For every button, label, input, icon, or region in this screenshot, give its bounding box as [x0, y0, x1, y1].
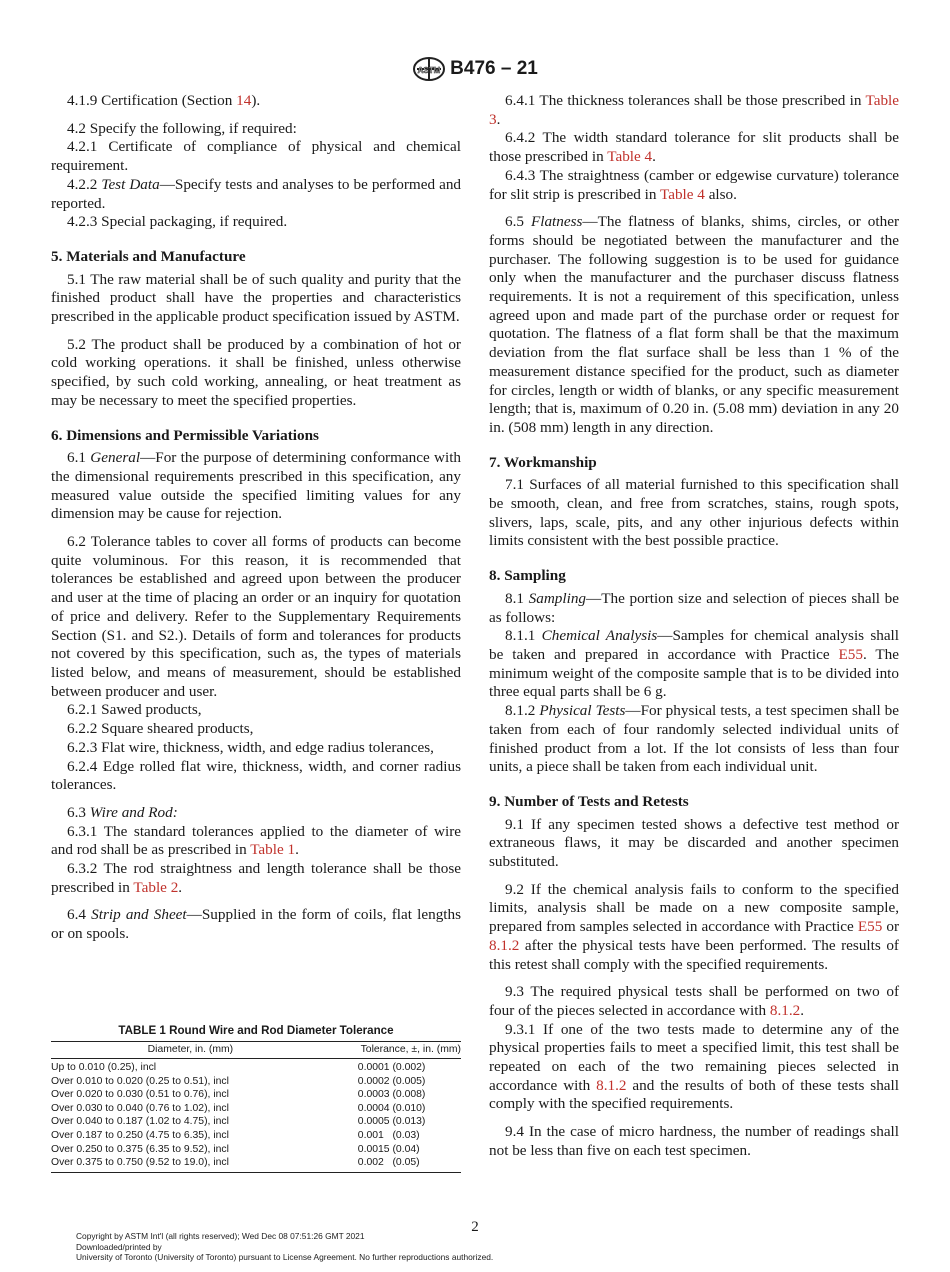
tolerance-cell: 0.0001 (0.002) — [357, 1062, 426, 1073]
paragraph — [51, 533, 461, 701]
text-run: 6.2.1 Sawed products, — [67, 701, 202, 719]
text-run: 6.3.1 The standard tolerances applied to the diameter of wire and rod shall be as prescribed in — [51, 822, 461, 859]
tolerance-cell: 0.0015 (0.04) — [357, 1143, 420, 1155]
cross-reference-link[interactable]: Table 1 — [250, 841, 296, 859]
paragraph — [51, 906, 461, 943]
paragraph — [51, 120, 461, 139]
table-row — [51, 1115, 461, 1129]
paragraph — [51, 92, 461, 111]
paragraph — [489, 702, 899, 777]
cross-reference-link[interactable]: Table 4 — [607, 148, 653, 166]
text-run: 9.2 If the chemical analysis fails to conform to the specified limits, analysis shall be made on a new composite sample, prepared from samples selected in accordance with Practice — [489, 880, 899, 936]
column-header: Diameter, in. (mm) — [51, 1042, 330, 1059]
column-header: Tolerance, ±, in. (mm) — [330, 1042, 461, 1059]
text-run: also. — [704, 185, 737, 203]
paragraph — [51, 701, 461, 720]
page-number: 2 — [471, 1219, 479, 1235]
cross-reference-link[interactable]: Table 3 — [489, 92, 899, 128]
text-run: —Samples for chemical analysis shall be taken and prepared in accordance with Practice — [489, 627, 899, 663]
cross-reference-link[interactable]: 8.1.2 — [769, 1001, 801, 1019]
italic-term: Strip and Sheet — [91, 906, 187, 924]
table-row — [51, 1129, 461, 1143]
table-1 — [51, 1024, 461, 1173]
table-row — [51, 1059, 461, 1075]
footer-line: Copyright by ASTM Int'l (all rights reserved); Wed Dec 08 07:51:26 GMT 2021 — [76, 1231, 365, 1241]
section-heading — [489, 454, 899, 473]
paragraph — [51, 213, 461, 232]
paragraph — [51, 271, 461, 327]
text-run: 5.2 The product shall be produced by a combination of hot or cold working operations. it shall be finished, unless otherwise specified, by such cold working, annealing, or heat treatment as may be necessary to meet the specified properties. — [51, 335, 461, 409]
tolerance-cell: 0.0004 (0.010) — [357, 1102, 426, 1114]
footer — [76, 1231, 493, 1263]
text-run: —The portion size and selection of pieces shall be as follows: — [489, 589, 900, 626]
paragraph — [489, 881, 899, 975]
paragraph — [51, 739, 461, 758]
text-run: . — [496, 110, 501, 128]
table-row — [51, 1143, 461, 1157]
paragraph — [51, 138, 461, 175]
text-run: 4.2.2 — [67, 175, 102, 193]
footer-line: Downloaded/printed by — [76, 1241, 162, 1252]
text-run: 8.1 — [505, 589, 529, 607]
text-run: 4.2.1 Certificate of compliance of physical and chemical requirement. — [51, 138, 461, 175]
text-run: 6.2.4 Edge rolled flat wire, thickness, width, and corner radius tolerances. — [51, 757, 461, 794]
section-heading — [51, 427, 461, 446]
text-run: 8.1.2 — [505, 702, 540, 720]
text-run: 9.3 The required physical tests shall be performed on two of four of the pieces selected in accordance with — [489, 983, 899, 1019]
diameter-cell: Over 0.030 to 0.040 (0.76 to 1.02), incl — [51, 1102, 229, 1114]
text-run: 4.2 Specify the following, if required: — [67, 119, 297, 137]
text-run: 7. Workmanship — [489, 453, 597, 471]
text-run: and the results of both of these tests shall comply with the specified requirements. — [489, 1076, 899, 1113]
page-header — [0, 56, 950, 82]
section-heading — [489, 567, 899, 586]
text-run: 6.4.2 The width standard tolerance for slit products shall be those prescribed in — [489, 129, 899, 166]
document-code: B476 – 21 — [450, 58, 538, 79]
paragraph — [51, 860, 461, 897]
cross-reference-link[interactable]: Table 4 — [659, 185, 705, 203]
paragraph — [489, 627, 899, 702]
paragraph — [489, 167, 899, 204]
text-run: 6. Dimensions and Permissible Variations — [51, 426, 319, 444]
italic-term: Flatness — [530, 213, 583, 231]
text-run: or — [882, 918, 900, 936]
paragraph — [489, 92, 899, 129]
text-run: . — [178, 878, 183, 896]
text-run: 6.4.1 The thickness tolerances shall be those prescribed in — [505, 92, 866, 109]
text-run: 9. Number of Tests and Retests — [489, 792, 689, 810]
tolerance-cell: 0.0002 (0.005) — [357, 1075, 426, 1087]
text-run: after the physical tests have been performed. The results of this retest shall comply with the specified requirements. — [489, 936, 899, 973]
italic-term: Sampling — [528, 589, 587, 607]
text-run: 6.4 — [67, 906, 92, 924]
text-run: 6.2.2 Square sheared products, — [67, 720, 254, 738]
text-run: 6.4.3 The straightness (camber or edgewise curvature) tolerance for slit strip is prescribed in — [489, 166, 899, 203]
cross-reference-link[interactable]: 8.1.2 — [596, 1076, 627, 1094]
paragraph — [51, 720, 461, 739]
text-run: . The minimum weight of the composite sample that is to be divided into three equal parts shall be 6 g. — [489, 645, 900, 701]
tolerance-cell: 0.0005 (0.013) — [357, 1116, 426, 1128]
text-run: 6.3.2 The rod straightness and length tolerance shall be those prescribed in — [51, 860, 461, 896]
text-run: 6.5 — [505, 213, 531, 231]
section-heading — [489, 793, 899, 812]
text-run: 9.4 In the case of micro hardness, the number of readings shall not be less than five on each test specimen. — [489, 1123, 899, 1159]
text-run: 5. Materials and Manufacture — [51, 247, 246, 265]
text-run: —The flatness of blanks, shims, circles, or other forms should be negotiated between the manufacturer and the purchaser. The following suggestion is to be used for guidance only when the manufacturer and the purchaser discuss flatness requirements. It is not a requirement of this specification, unless agreed upon and made part of the purchase order or request for quotation. The flatness of a flat form shall be that the maximum deviation from the flat surface shall be less than 1 % of the measurement distance specified for the product, such as diameter for circles, length or width of blanks, or any specific measurement length; that is, maximum of 0.20 in. (5.08 mm) deviation in any 20 in. (508 mm) length in any direction. — [489, 213, 899, 436]
paragraph — [489, 1123, 899, 1160]
table-row — [51, 1075, 461, 1089]
paragraph — [51, 758, 461, 795]
text-run: ). — [251, 92, 261, 109]
diameter-cell: Over 0.187 to 0.250 (4.75 to 6.35), incl — [51, 1129, 229, 1141]
paragraph — [489, 816, 899, 872]
text-run: —For the purpose of determining conformance with the dimensional requirements prescribed in this specification, any measured value outside the specified limiting values for any dimension may be cause for rejection. — [51, 449, 462, 523]
text-run: 4.2.3 Special packaging, if required. — [67, 213, 288, 231]
paragraph — [489, 476, 899, 551]
paragraph — [51, 176, 461, 213]
italic-term: Wire and Rod: — [89, 803, 178, 821]
section-heading — [51, 248, 461, 267]
paragraph — [489, 129, 899, 166]
text-run: —For physical tests, a test specimen shall be taken from each of four randomly selected individual units of finished product from a lot. If the lot consists of less than four units, a piece shall be taken from each individual unit. — [489, 702, 899, 776]
text-run: 8.1.1 — [505, 627, 542, 645]
svg-text:ASTM: ASTM — [417, 66, 441, 75]
italic-term: Physical Tests — [539, 702, 626, 720]
text-run: 9.3.1 If one of the two tests made to determine any of the physical properties fails to meet a specified limit, this test shall be repeated on each of the two remaining pieces selected in accordance with — [489, 1020, 899, 1094]
diameter-cell: Over 0.250 to 0.375 (6.35 to 9.52), incl — [51, 1143, 229, 1155]
right-column — [489, 92, 899, 1161]
text-run: 9.1 If any specimen tested shows a defective test method or extraneous flaws, it may be discarded and another specimen substituted. — [489, 815, 899, 871]
cross-reference-link[interactable]: E55 — [838, 645, 863, 663]
tolerance-cell: 0.0003 (0.008) — [357, 1089, 426, 1101]
text-run: . — [652, 148, 656, 166]
table-row — [51, 1102, 461, 1116]
paragraph — [51, 336, 461, 411]
left-column — [51, 92, 461, 944]
text-run: 4.1.9 Certification (Section — [67, 92, 237, 109]
table-row — [51, 1088, 461, 1102]
italic-term: Test Data — [101, 175, 160, 193]
paragraph — [51, 449, 461, 524]
paragraph — [51, 804, 461, 823]
diameter-cell: Up to 0.010 (0.25), incl — [51, 1062, 157, 1073]
footer-line: University of Toronto (University of Toronto) pursuant to License Agreement. No further reproductions authorized. — [76, 1252, 494, 1262]
astm-logo-icon — [412, 56, 446, 82]
paragraph — [489, 213, 899, 437]
tolerance-cell: 0.001 (0.03) — [357, 1129, 420, 1141]
cross-reference-link[interactable]: 14 — [236, 92, 252, 109]
paragraph — [489, 1021, 899, 1115]
diameter-cell: Over 0.375 to 0.750 (9.52 to 19.0), incl — [51, 1157, 229, 1169]
cross-reference-link[interactable]: E55 — [857, 918, 883, 936]
diameter-cell: Over 0.010 to 0.020 (0.25 to 0.51), incl — [51, 1075, 229, 1087]
diameter-cell: Over 0.020 to 0.030 (0.51 to 0.76), incl — [51, 1089, 229, 1101]
text-run: 7.1 Surfaces of all material furnished to this specification shall be smooth, clean, and free from scratches, stains, rough spots, slivers, laps, scale, pits, and any other injurious defects within limits consistent with the best possible practice. — [489, 476, 899, 550]
paragraph — [489, 590, 899, 627]
paragraph — [51, 823, 461, 860]
text-run: —Specify tests and analyses to be performed and reported. — [51, 175, 462, 212]
italic-term: Chemical Analysis — [541, 627, 658, 645]
cross-reference-link[interactable]: 8.1.2 — [489, 936, 520, 954]
text-run: 6.2 Tolerance tables to cover all forms of products can become quite voluminous. For this reason, it is recommended that tolerances be established and agreed upon between the producer and user at the time of placing an order or an inquiry for quotation of price and delivery. Refer to the Supplementary Requirements Section (S1. and S2.). Details of form and tolerances for products not covered by this specification, such as, the types of materials listed below, and means of measurement, should be established between producer and user. — [51, 533, 461, 700]
text-run: —Supplied in the form of coils, flat lengths or on spools. — [51, 906, 462, 943]
italic-term: General — [90, 449, 141, 467]
tolerance-cell: 0.002 (0.05) — [357, 1157, 420, 1169]
table-row — [51, 1156, 461, 1172]
text-run: 6.2.3 Flat wire, thickness, width, and edge radius tolerances, — [67, 738, 434, 756]
text-run: 6.3 — [67, 803, 90, 821]
text-run: 6.1 — [67, 449, 91, 467]
table-caption: TABLE 1 Round Wire and Rod Diameter Tolerance — [118, 1024, 394, 1037]
text-run: . — [295, 841, 299, 859]
text-run: . — [800, 1001, 805, 1019]
paragraph — [489, 983, 899, 1020]
text-run: 8. Sampling — [489, 567, 566, 585]
text-run: 5.1 The raw material shall be of such quality and purity that the finished product shall have the properties and characteristics prescribed in the applicable product specification issued by ASTM. — [51, 270, 461, 326]
cross-reference-link[interactable]: Table 2 — [133, 878, 179, 896]
diameter-cell: Over 0.040 to 0.187 (1.02 to 4.75), incl — [51, 1116, 229, 1128]
